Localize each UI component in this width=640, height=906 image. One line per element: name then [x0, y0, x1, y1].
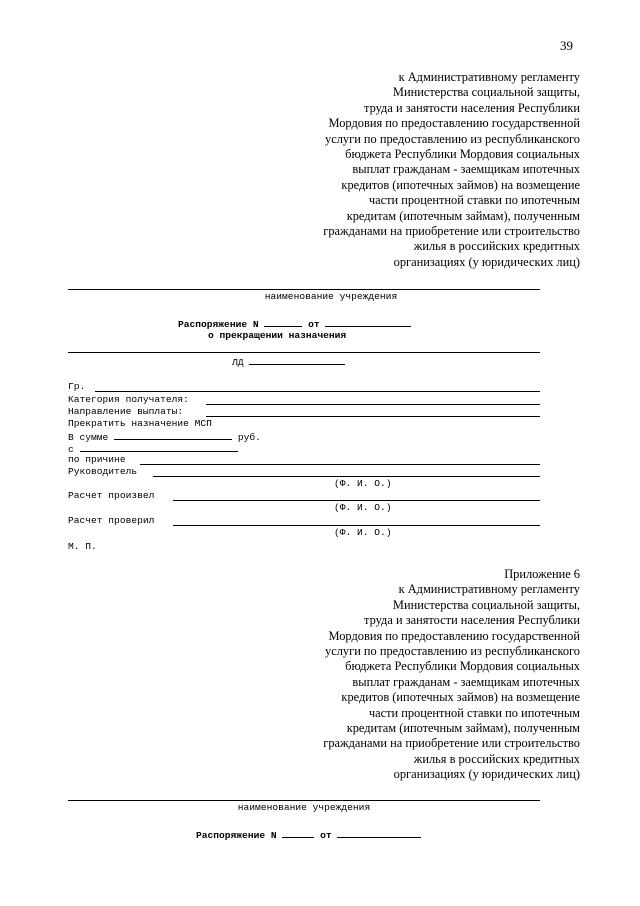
reason-field[interactable] — [140, 464, 540, 465]
appendix-line: Мордовия по предоставлению государственной — [328, 628, 580, 643]
institution-line — [68, 800, 540, 801]
appendix-line: к Административному регламенту — [398, 70, 580, 84]
appendix-line: бюджета Республики Мордовия социальных — [345, 659, 580, 674]
appendix-line: Мордовия по предоставлению государственной — [328, 116, 580, 131]
appendix-line: организациях (у юридических лиц) — [393, 767, 580, 782]
appendix-line: выплат гражданам - заемщикам ипотечных — [352, 674, 580, 689]
terminate-label: Прекратить назначение МСП — [68, 418, 212, 429]
appendix-line: бюджета Республики Мордовия социальных — [345, 147, 580, 162]
appendix-line: гражданами на приобретение или строительство — [323, 224, 580, 239]
checked-field[interactable] — [173, 525, 540, 526]
appendix-line: услуги по предоставлению из республиканского — [325, 131, 580, 146]
from-date-field[interactable] — [80, 442, 238, 452]
institution-caption: наименование учреждения — [237, 802, 371, 813]
fio-caption: (Ф. И. О.) — [334, 527, 392, 538]
appendix-line: Министерства социальной защиты, — [392, 85, 580, 100]
ld-field[interactable] — [249, 355, 345, 365]
appendix-line: части процентной ставки по ипотечным — [368, 705, 580, 720]
order-number-field[interactable] — [282, 828, 314, 838]
amount-field[interactable] — [114, 430, 232, 440]
order-from-label: от — [308, 319, 320, 330]
ld-label: ЛД — [232, 357, 244, 368]
appendix-header-bottom — [323, 567, 580, 783]
calculated-label: Расчет произвел — [68, 490, 155, 501]
appendix-line: кредитам (ипотечным займам), полученным — [346, 208, 580, 223]
appendix-line: организациях (у юридических лиц) — [393, 254, 580, 269]
calculated-field[interactable] — [173, 500, 540, 501]
category-label: Категория получателя: — [68, 394, 189, 405]
appendix-line: гражданами на приобретение или строительство — [323, 736, 580, 751]
order-date-field[interactable] — [337, 828, 421, 838]
institution-caption: наименование учреждения — [264, 291, 398, 302]
payment-direction-label: Направление выплаты: — [68, 406, 184, 417]
appendix-header-top — [323, 70, 580, 270]
order-number-field[interactable] — [264, 317, 302, 327]
fio-caption: (Ф. И. О.) — [334, 478, 392, 489]
appendix-line: труда и занятости населения Республики — [364, 613, 580, 628]
from-label: с — [68, 444, 74, 455]
category-field[interactable] — [206, 404, 540, 405]
order-label: Распоряжение N — [196, 830, 277, 841]
reason-label: по причине — [68, 454, 126, 465]
citizen-field[interactable] — [95, 391, 540, 392]
appendix-line: труда и занятости населения Республики — [364, 100, 580, 115]
page-number: 39 — [560, 38, 573, 53]
citizen-label: Гр. — [68, 381, 86, 392]
payment-direction-field[interactable] — [206, 416, 540, 417]
currency-label: руб. — [237, 432, 261, 443]
order-from-label: от — [320, 830, 332, 841]
appendix-line: части процентной ставки по ипотечным — [368, 193, 580, 208]
appendix-line: кредитов (ипотечных займов) на возмещение — [341, 177, 580, 192]
appendix-line: жилья в российских кредитных — [413, 751, 580, 766]
head-label: Руководитель — [68, 466, 138, 477]
head-field[interactable] — [153, 476, 540, 477]
appendix-line: кредитов (ипотечных займов) на возмещение — [341, 690, 580, 705]
seal-label: М. П. — [68, 541, 97, 552]
checked-label: Расчет проверил — [68, 515, 155, 526]
appendix-line: услуги по предоставлению из республиканского — [325, 644, 580, 659]
institution-line — [68, 289, 540, 290]
order-subtitle: о прекращении назначения — [208, 330, 347, 341]
appendix-title: Приложение 6 — [504, 567, 580, 581]
ld-row — [232, 355, 345, 368]
appendix-line: жилья в российских кредитных — [413, 239, 580, 254]
fio-caption: (Ф. И. О.) — [334, 502, 392, 513]
order-date-field[interactable] — [325, 317, 411, 327]
appendix-line: выплат гражданам - заемщикам ипотечных — [352, 162, 580, 177]
order-label: Распоряжение N — [178, 319, 259, 330]
appendix-line: к Административному регламенту — [398, 582, 580, 597]
amount-label: В сумме — [68, 432, 109, 443]
order-title — [178, 317, 411, 330]
appendix-line: Министерства социальной защиты, — [392, 597, 580, 612]
order-title — [196, 828, 421, 841]
appendix-line: кредитам (ипотечным займам), полученным — [346, 721, 580, 736]
separator-line — [68, 352, 540, 353]
